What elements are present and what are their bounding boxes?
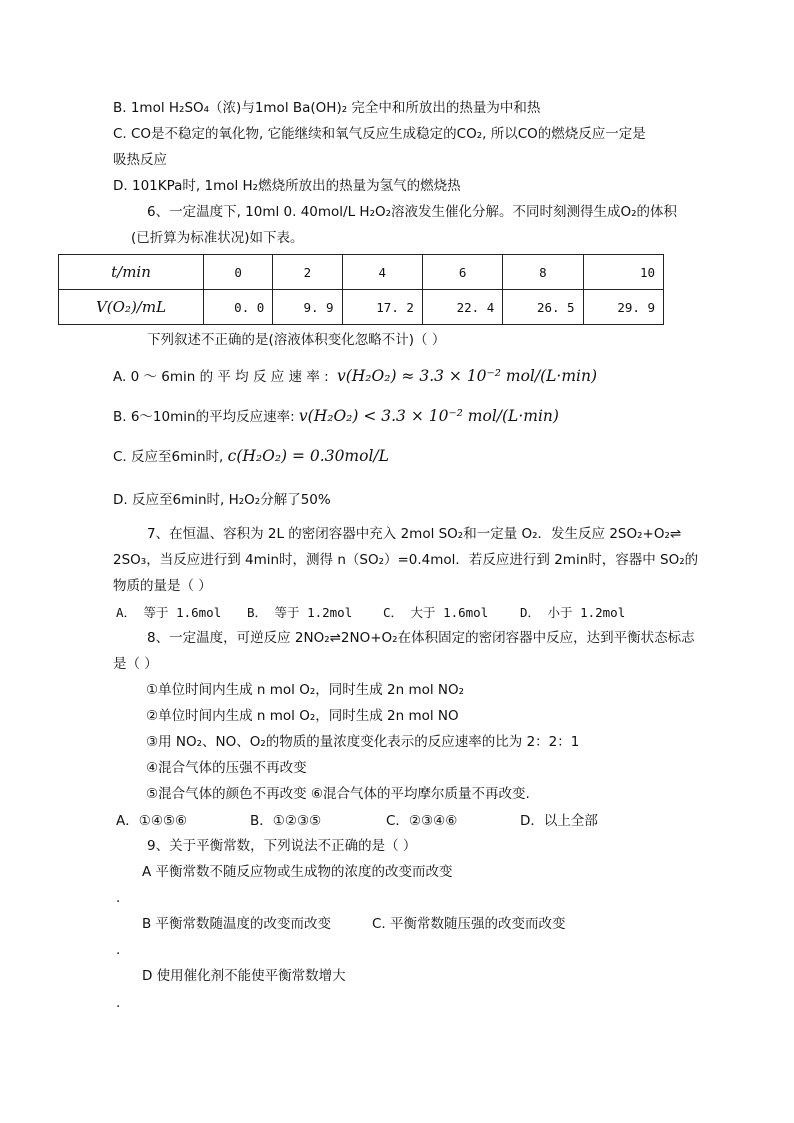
cell-volume: 17. 2 <box>342 290 422 325</box>
q6-stem-line1: 6、一定温度下, 10ml 0. 40mol/L H₂O₂溶液发生催化分解。不同时刻测得生成O₂的体积 <box>147 204 678 220</box>
q7-stem-line2: 2SO₃，当反应进行到 4min时，测得 n（SO₂）=0.4mol．若反应进行到 2min时，容器中 SO₂的 <box>113 552 699 568</box>
q5-option-c-line1: C. CO是不稳定的氧化物, 它能继续和氧气反应生成稳定的CO₂, 所以CO的燃烧反应一定是 <box>113 126 646 142</box>
cell-time: 0 <box>204 255 273 290</box>
q8-option-a: A．①④⑤⑥ <box>116 813 188 829</box>
q7-option-c: C． 大于 1.6mol <box>383 605 489 620</box>
q6-option-c-formula: c(H₂O₂) = 0.30mol/L <box>227 447 389 465</box>
q6-option-c <box>113 446 389 467</box>
q6-option-d: D. 反应至6min时, H₂O₂分解了50% <box>113 492 331 508</box>
q8-stem-line1: 8、一定温度，可逆反应 2NO₂⇌2NO+O₂在体积固定的密闭容器中反应，达到平衡状态标志 <box>147 630 695 646</box>
q6-ask: 下列叙述不正确的是(溶液体积变化忽略不计)（ ） <box>147 332 446 348</box>
cell-time: 8 <box>503 255 583 290</box>
q9-dot-bc: . <box>116 942 121 958</box>
q6-option-b-text: B. 6～10min的平均反应速率: <box>113 409 295 425</box>
q9-option-a: A 平衡常数不随反应物或生成物的浓度的改变而改变 <box>142 864 453 880</box>
q9-option-d: D 使用催化剂不能使平衡常数增大 <box>142 968 346 984</box>
q6-option-b-formula: v(H₂O₂) < 3.3 × 10⁻² mol/(L·min) <box>298 407 559 425</box>
q7-option-a: A． 等于 1.6mol <box>116 605 222 620</box>
q8-item-3: ③用 NO₂、NO、O₂的物质的量浓度变化表示的反应速率的比为 2：2：1 <box>146 734 580 750</box>
q7-option-b: B． 等于 1.2mol <box>247 605 353 620</box>
cell-volume: 29. 9 <box>583 290 663 325</box>
q8-stem-line2: 是（ ） <box>113 656 158 672</box>
q6-data-table <box>58 254 664 325</box>
q9-dot-a: . <box>116 890 121 906</box>
cell-volume: 26. 5 <box>503 290 583 325</box>
row-label-time: t/min <box>59 255 204 290</box>
q8-option-d: D．以上全部 <box>520 813 598 829</box>
q9-option-b: B 平衡常数随温度的改变而改变 <box>142 916 332 932</box>
q5-option-b: B. 1mol H₂SO₄（浓)与1mol Ba(OH)₂ 完全中和所放出的热量为中和热 <box>113 100 541 116</box>
q6-option-c-text: C. 反应至6min时, <box>113 449 224 465</box>
q9-option-c: C. 平衡常数随压强的改变而改变 <box>372 916 566 932</box>
q8-option-c: C．②③④⑥ <box>386 813 458 829</box>
q8-item-1: ①单位时间内生成 n mol O₂，同时生成 2n mol NO₂ <box>146 682 465 698</box>
q5-option-c-line2: 吸热反应 <box>113 152 167 168</box>
q6-stem-line2: (已折算为标准状况)如下表。 <box>131 230 304 246</box>
q8-option-b: B．①②③⑤ <box>250 813 322 829</box>
cell-time: 4 <box>342 255 422 290</box>
cell-volume: 0. 0 <box>204 290 273 325</box>
cell-time: 6 <box>422 255 502 290</box>
q5-option-d: D. 101KPa时, 1mol H₂燃烧所放出的热量为氢气的燃烧热 <box>113 178 461 194</box>
table-row-volume <box>59 290 664 325</box>
q6-option-a <box>113 366 597 387</box>
q8-item-4: ④混合气体的压强不再改变 <box>146 760 307 776</box>
q7-stem-line1: 7、在恒温、容积为 2L 的密闭容器中充入 2mol SO₂和一定量 O₂．发生反应 2SO₂+O₂⇌ <box>147 526 682 542</box>
table-row-time <box>59 255 664 290</box>
q9-stem: 9、关于平衡常数，下列说法不正确的是（ ） <box>147 838 417 854</box>
q7-stem-line3: 物质的量是（ ） <box>113 578 212 594</box>
cell-volume: 9. 9 <box>273 290 342 325</box>
q6-option-a-formula: v(H₂O₂) ≈ 3.3 × 10⁻² mol/(L·min) <box>336 367 598 385</box>
q7-option-d: D． 小于 1.2mol <box>520 605 626 620</box>
cell-volume: 22. 4 <box>422 290 502 325</box>
q6-option-b <box>113 406 559 427</box>
cell-time: 10 <box>583 255 663 290</box>
q8-item-2: ②单位时间内生成 n mol O₂，同时生成 2n mol NO <box>146 708 459 724</box>
q9-dot-d: . <box>116 995 121 1011</box>
cell-time: 2 <box>273 255 342 290</box>
row-label-volume: V(O₂)/mL <box>59 290 204 325</box>
q8-item-5: ⑤混合气体的颜色不再改变 ⑥混合气体的平均摩尔质量不再改变. <box>146 786 530 802</box>
q6-option-a-text: A. 0 ～ 6min 的 平 均 反 应 速 率 : <box>113 369 329 385</box>
